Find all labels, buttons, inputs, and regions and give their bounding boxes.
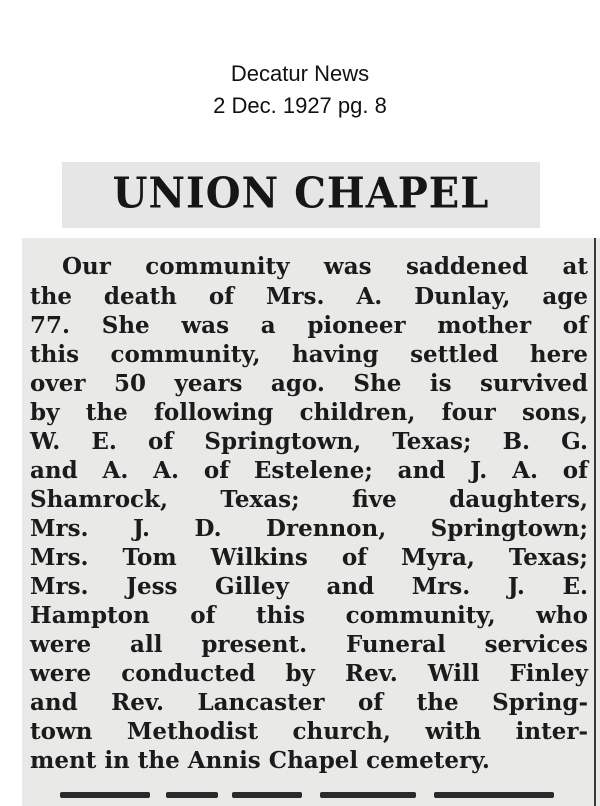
article-line: over 50 years ago. She is survived [30,370,588,397]
newspaper-clipping [0,238,600,806]
article-line: by the following children, four sons, [30,399,588,426]
article-line: Our community was saddened at [62,253,588,280]
article-line: 77. She was a pioneer mother of [30,312,588,339]
article-headline: UNION CHAPEL [112,168,490,219]
article-line: Mrs. Jess Gilley and Mrs. J. E. [30,573,588,600]
source-caption-date: 2 Dec. 1927 pg. 8 [213,93,387,118]
cut-off-next-line [30,792,588,806]
article-line: this community, having settled here [30,341,588,368]
article-line: Mrs. Tom Wilkins of Myra, Texas; [30,544,588,571]
source-caption-publication: Decatur News [230,61,370,86]
article-line: Hampton of this community, who [30,602,588,629]
article-line: and Rev. Lancaster of the Spring- [30,689,588,716]
article-line: W. E. of Springtown, Texas; B. G. [30,428,588,455]
article-line: the death of Mrs. A. Dunlay, age [30,283,588,310]
article-line: ment in the Annis Chapel cemetery. [30,747,490,774]
article-line: Shamrock, Texas; five daughters, [30,486,588,513]
article-line: and A. A. of Estelene; and J. A. of [30,457,588,484]
column-rule [594,238,596,806]
article-line: Mrs. J. D. Drennon, Springtown; [30,515,588,542]
clipping-left-margin [0,238,22,806]
article-line: town Methodist church, with inter- [30,718,588,745]
article-line: were conducted by Rev. Will Finley [30,660,588,687]
article-line: were all present. Funeral services [30,631,588,658]
